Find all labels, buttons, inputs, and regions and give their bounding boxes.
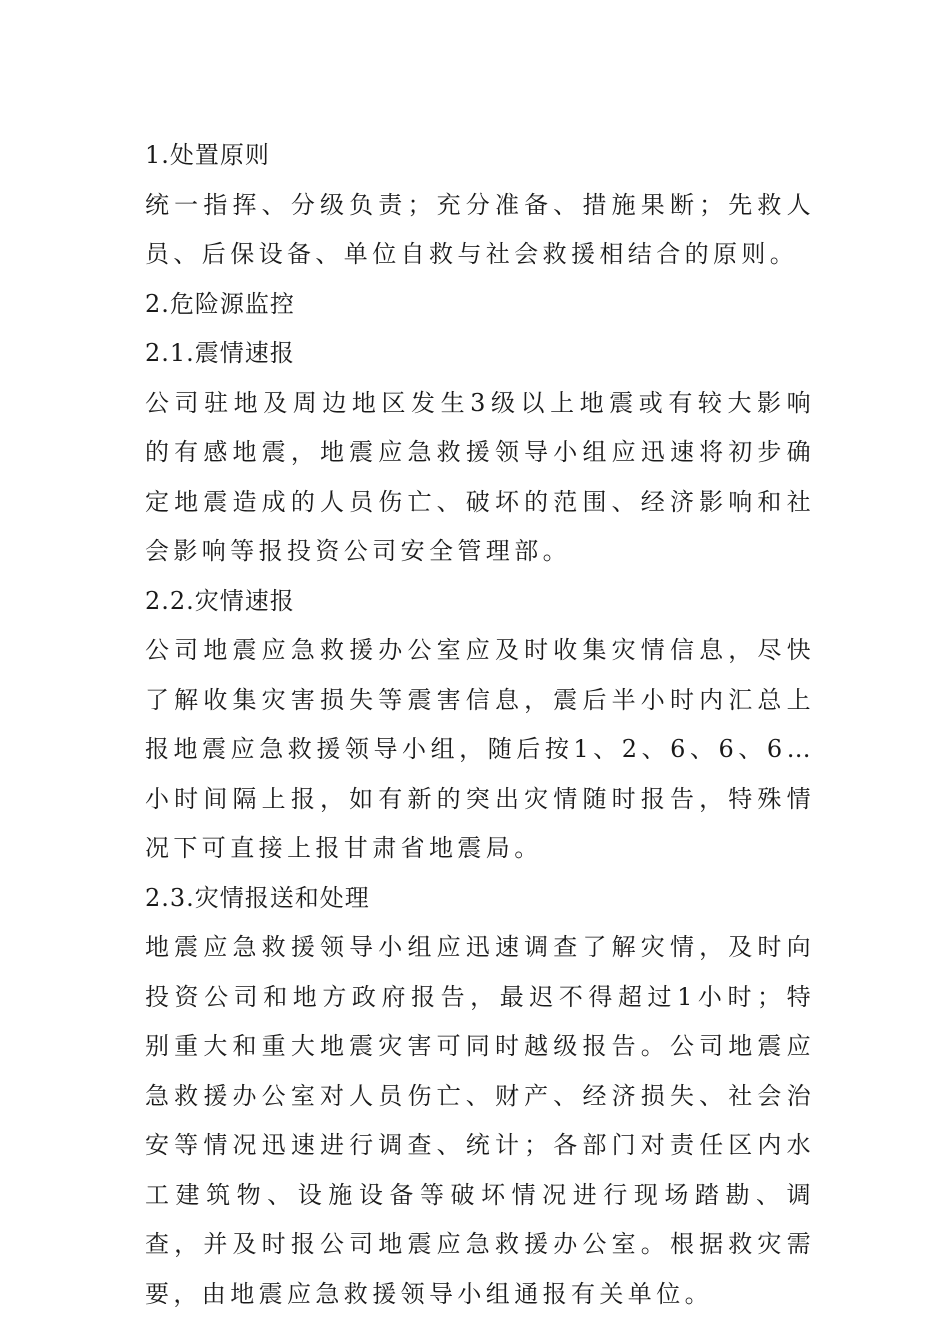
section-heading-2-1: 2.1.震情速报 xyxy=(145,339,295,367)
section-heading-1: 1.处置原则 xyxy=(145,141,270,169)
section-paragraph-2-1: 公司驻地及周边地区发生3级以上地震或有较大影响的有感地震，地震应急救援领导小组应迅速将初步确定地震造成的人员伤亡、破坏的范围、经济影响和社会影响等报投资公司安全管理部。 xyxy=(145,388,815,565)
section-heading-2-3: 2.3.灾情报送和处理 xyxy=(145,883,370,912)
section-paragraph-2-2: 公司地震应急救援办公室应及时收集灾情信息，尽快了解收集灾害损失等震害信息，震后半小时内汇总上报地震应急救援领导小组，随后按1、2、6、6、6…小时间隔上报，如有新的突出灾情随时报告，特殊情况下可直接上报甘肃省地震局。 xyxy=(145,636,815,862)
section-heading-2-2: 2.2.灾情速报 xyxy=(145,586,295,615)
section-paragraph-2-3: 地震应急救援领导小组应迅速调查了解灾情，及时向投资公司和地方政府报告，最迟不得超过1小时；特别重大和重大地震灾害可同时越级报告。公司地震应急救援办公室对人员伤亡、财产、经济损失、社会治安等情况迅速进行调查、统计；各部门对责任区内水工建筑物、设施设备等破坏情况进行现场踏勘、调查，并及时报公司地震应急救援办公室。根据救灾需要，由地震应急救援领导小组通报有关单位。 xyxy=(145,933,815,1308)
document-body xyxy=(145,131,815,1319)
section-paragraph-1: 统一指挥、分级负责；充分准备、措施果断；先救人员、后保设备、单位自救与社会救援相结合的原则。 xyxy=(145,190,815,268)
section-heading-2: 2.危险源监控 xyxy=(145,289,295,318)
